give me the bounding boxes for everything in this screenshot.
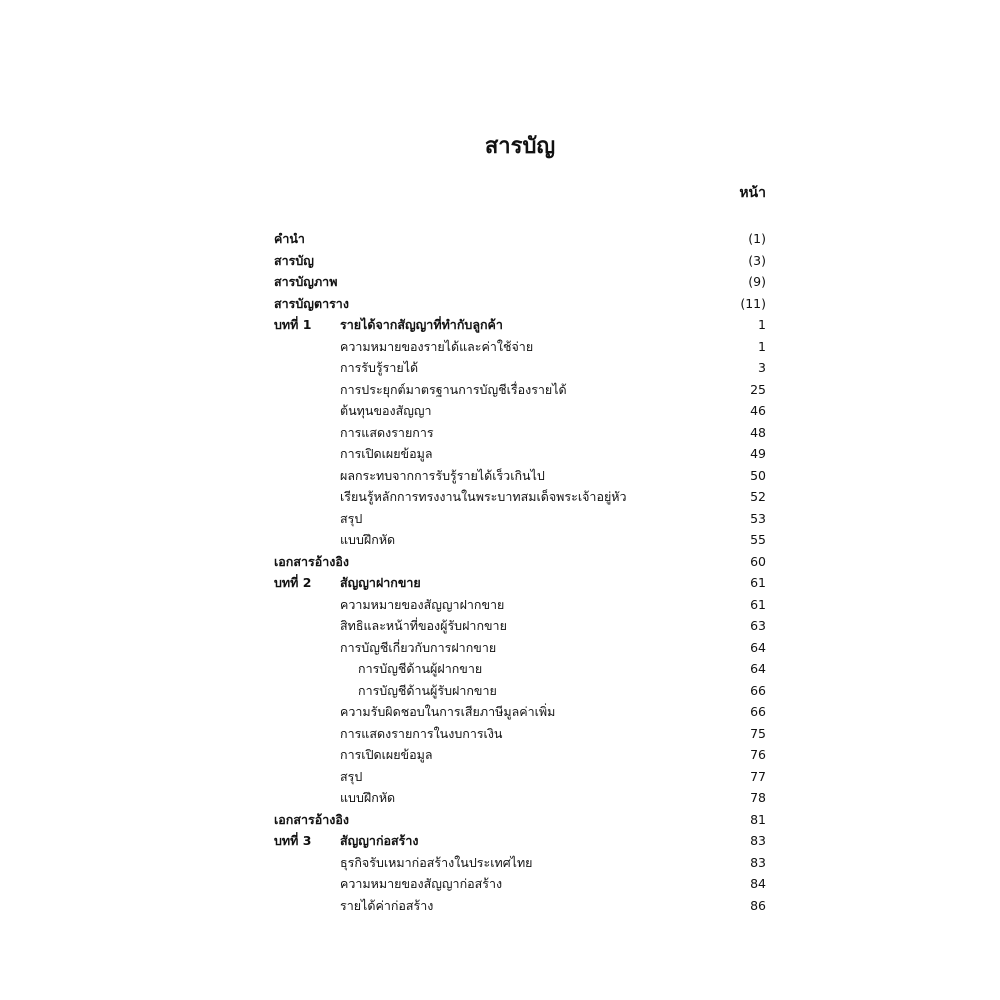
toc-page-number: 61	[750, 575, 766, 590]
toc-entry	[274, 336, 766, 358]
toc-page-number: (3)	[748, 252, 766, 268]
toc-entry	[274, 766, 766, 788]
toc-entry	[274, 250, 766, 272]
toc-entry	[274, 895, 766, 917]
toc-page-number: 25	[750, 381, 766, 397]
toc-entry	[274, 637, 766, 659]
toc-entry-title: เรียนรู้หลักการทรงงานในพระบาทสมเด็จพระเจ้าอยู่หัว	[340, 489, 627, 504]
toc-page-number: 64	[750, 639, 766, 655]
toc-page-number: 1	[758, 338, 766, 354]
toc-page-number: 75	[750, 725, 766, 741]
toc-entry	[274, 873, 766, 895]
toc-entry-title: การรับรู้รายได้	[340, 360, 419, 375]
toc-page-number: 66	[750, 704, 766, 719]
toc-chapter-row	[274, 314, 766, 336]
toc-page-number: 50	[750, 467, 766, 483]
toc-entry	[274, 594, 766, 616]
toc-entry-title: คำนำ	[274, 231, 305, 246]
toc-entry-title: ต้นทุนของสัญญา	[340, 403, 432, 418]
toc-entry	[274, 400, 766, 422]
toc-entry	[274, 422, 766, 444]
toc-entry	[274, 271, 766, 293]
toc-page-number: 64	[750, 661, 766, 676]
toc-entry-title: แบบฝึกหัด	[340, 790, 396, 805]
page-number-column-header: หน้า	[739, 185, 766, 201]
toc-page-number: 77	[750, 768, 766, 784]
toc-page-number: 66	[750, 682, 766, 698]
toc-entry-title: รายได้ค่าก่อสร้าง	[340, 897, 434, 913]
toc-entry	[274, 443, 766, 465]
toc-entry-title: สิทธิและหน้าที่ของผู้รับฝากขาย	[340, 618, 507, 633]
toc-entry-title: การเปิดเผยข้อมูล	[340, 747, 433, 762]
toc-entry	[274, 809, 766, 831]
toc-page-number: 81	[750, 811, 766, 827]
toc-chapter-number: บทที่ 1	[274, 317, 312, 332]
toc-entry-title: ความรับผิดชอบในการเสียภาษีมูลค่าเพิ่ม	[340, 704, 556, 719]
toc-page-number: 46	[750, 403, 766, 418]
toc-entry-title: ความหมายของสัญญาฝากขาย	[340, 596, 505, 612]
toc-entry	[274, 228, 766, 250]
toc-entry	[274, 852, 766, 874]
toc-entry	[274, 680, 766, 702]
toc-entry-title: แบบฝึกหัด	[340, 532, 396, 547]
toc-page-number: (11)	[740, 295, 766, 311]
toc-entry	[274, 379, 766, 401]
toc-entry-title: ความหมายของสัญญาก่อสร้าง	[340, 876, 503, 891]
toc-page-number: 83	[750, 854, 766, 870]
toc-page-number: (1)	[748, 231, 766, 246]
toc-page-number: 61	[750, 596, 766, 612]
toc-entry-title: รายได้จากสัญญาที่ทำกับลูกค้า	[340, 317, 503, 332]
toc-page-number: 86	[750, 897, 766, 913]
toc-entry-title: ธุรกิจรับเหมาก่อสร้างในประเทศไทย	[340, 854, 533, 870]
toc-page-number: 84	[750, 876, 766, 891]
toc-entry	[274, 658, 766, 680]
toc-entry	[274, 465, 766, 487]
toc-entry-title: เอกสารอ้างอิง	[274, 553, 349, 569]
toc-entry-title: การบัญชีด้านผู้รับฝากขาย	[358, 682, 497, 698]
toc-entry-title: การบัญชีด้านผู้ฝากขาย	[358, 661, 483, 676]
toc-entry-title: สารบัญตาราง	[274, 295, 349, 311]
toc-entry	[274, 723, 766, 745]
toc-entry-title: การเปิดเผยข้อมูล	[340, 446, 433, 461]
toc-chapter-row	[274, 830, 766, 852]
toc-page-number: 53	[750, 510, 766, 526]
toc-entry-title: สรุป	[340, 768, 363, 784]
toc-entry-title: การบัญชีเกี่ยวกับการฝากขาย	[340, 639, 497, 655]
toc-chapter-number: บทที่ 2	[274, 575, 312, 590]
toc-page-number: 60	[750, 553, 766, 569]
table-of-contents	[274, 228, 766, 916]
toc-entry	[274, 486, 766, 508]
toc-entry	[274, 508, 766, 530]
toc-entry	[274, 744, 766, 766]
toc-page-number: 83	[750, 833, 766, 848]
toc-entry	[274, 357, 766, 379]
toc-entry-title: เอกสารอ้างอิง	[274, 811, 349, 827]
toc-page-number: 78	[750, 790, 766, 805]
toc-page-number: 1	[758, 317, 766, 332]
toc-entry-title: สารบัญ	[274, 252, 314, 268]
toc-entry	[274, 293, 766, 315]
toc-page-number: 63	[750, 618, 766, 633]
toc-entry	[274, 529, 766, 551]
toc-entry	[274, 701, 766, 723]
toc-page-number: (9)	[748, 274, 766, 289]
toc-page-number: 52	[750, 489, 766, 504]
toc-entry-title: ความหมายของรายได้และค่าใช้จ่าย	[340, 338, 534, 354]
toc-page-number: 76	[750, 747, 766, 762]
toc-entry	[274, 551, 766, 573]
toc-page-number: 49	[750, 446, 766, 461]
toc-chapter-number: บทที่ 3	[274, 833, 312, 848]
toc-entry-title: การแสดงรายการในงบการเงิน	[340, 725, 503, 741]
toc-entry-title: สรุป	[340, 510, 363, 526]
page-title: สารบัญ	[484, 134, 556, 159]
toc-entry-title: การประยุกต์มาตรฐานการบัญชีเรื่องรายได้	[340, 381, 567, 397]
toc-chapter-row	[274, 572, 766, 594]
toc-entry-title: ผลกระทบจากการรับรู้รายได้เร็วเกินไป	[340, 467, 545, 483]
toc-page-number: 48	[750, 424, 766, 440]
toc-entry-title: สัญญาฝากขาย	[340, 575, 421, 590]
toc-entry	[274, 787, 766, 809]
toc-page-number: 3	[758, 360, 766, 375]
toc-entry-title: สารบัญภาพ	[274, 274, 338, 289]
toc-entry-title: สัญญาก่อสร้าง	[340, 833, 419, 848]
toc-page-number: 55	[750, 532, 766, 547]
toc-entry-title: การแสดงรายการ	[340, 424, 434, 440]
toc-entry	[274, 615, 766, 637]
